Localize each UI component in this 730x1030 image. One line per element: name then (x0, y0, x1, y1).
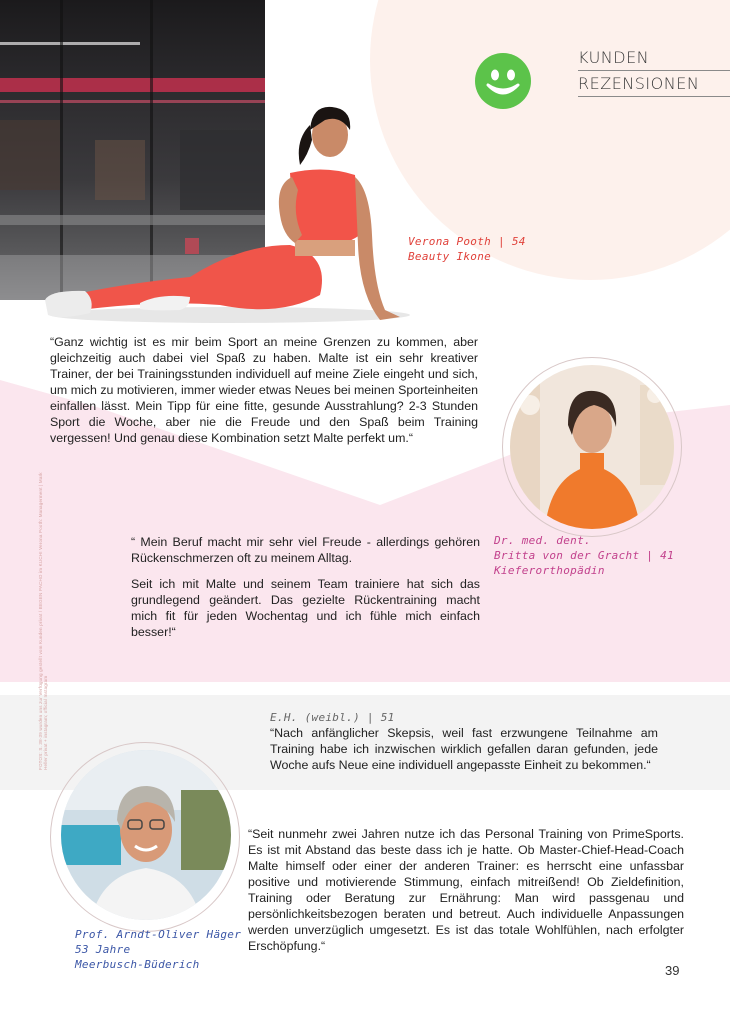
review-2-quote (131, 534, 480, 640)
author-age: 53 Jahre (75, 943, 131, 956)
author-name: Britta von der Gracht | 41 (494, 549, 674, 562)
review-1-quote (50, 334, 478, 446)
author-title-prefix: Dr. med. dent. (494, 534, 591, 547)
quote-paragraph: “Nach anfänglicher Skepsis, weil fast erzwungene Teilnahme am Training habe ich inzwischen wirklich gefallen daran gefunden, jede Woche aufs Neue eine individuell angepasste Einheit zu bekommen.“ (270, 726, 658, 772)
review-4-author (75, 927, 241, 972)
author-name: Prof. Arndt-Oliver Häger (75, 928, 242, 941)
quote-paragraph: “ Mein Beruf macht mir sehr viel Freude - allerdings gehören Rückenschmerzen oft zu meinem Alltag. (131, 535, 480, 565)
title-divider (578, 96, 730, 97)
quote-paragraph: “Seit nunmehr zwei Jahren nutze ich das Personal Training von PrimeSports. Es ist mit Abstand das beste dass ich je hatte. Ob Master-Chief-Head-Coach Malte himself oder einer der anderen Trainer: es herrscht eine unfassbar positive und motivierende Stimmung, einfach mitreißend! Ob Zieldefinition, Training oder Beratung zur Ernährung: Man wird passgenau und persönlichkeitsbezogen beraten und betreut. Auch individuelle Anpassungen werden unverzüglich umgesetzt. Es ist das totale Wohlfühlen, nach erfolgter Erschöpfung.“ (248, 827, 684, 953)
portrait-britta (510, 365, 674, 529)
review-3-quote (270, 725, 658, 773)
portrait-arndt-oliver (61, 750, 231, 920)
author-name: E.H. (weibl.) | 51 (270, 711, 395, 724)
author-title: Beauty Ikone (408, 250, 492, 263)
quote-paragraph: Seit ich mit Malte und seinem Team trainiere hat sich das grundlegend geändert. Das gezielte Rückentraining macht mich fit für jeden Wochentag und ich fühle mich einfach besser!“ (131, 577, 480, 639)
review-1-author (408, 234, 526, 264)
title-line-2: REZENSIONEN (578, 74, 700, 93)
woman-photo (40, 95, 420, 330)
page-title (578, 50, 699, 92)
page-number: 39 (665, 963, 680, 978)
title-line-1: KUNDEN (578, 48, 650, 67)
author-name: Verona Pooth | 54 (408, 235, 526, 248)
author-profession: Kieferorthopädin (494, 564, 605, 577)
review-3-author (270, 710, 395, 725)
review-2-author (494, 533, 674, 578)
title-divider (578, 70, 730, 71)
photo-credit: FOTOS: S. 38-39 wurden uns zur Verfügung gestellt vom Kunden privat / BEGEN PACHO im KUCHI Verona Pooth: Managerment | Mark Heller privat + instagram; official Instagram (38, 472, 48, 770)
review-4-quote (248, 826, 684, 954)
smiley-icon (475, 53, 531, 109)
author-location: Meerbusch-Büderich (75, 958, 200, 971)
quote-paragraph: “Ganz wichtig ist es mir beim Sport an meine Grenzen zu kommen, aber gleichzeitig auch dabei viel Spaß zu haben. Malte ist ein sehr kreativer Trainer, der bei Trainingsstunden individuell auf meine Ziele eingeht und sich, um mich zu motivieren, immer wieder etwas Neues bei meinen Sporteinheiten einfallen lässt. Mein Tipp für eine fitte, gesunde Ausstrahlung? 2-3 Stunden Sport die Woche, aber nie die Freude und den Spaß beim Training vergessen! Und genau diese Kombination setzt Malte perfekt um.“ (50, 335, 478, 445)
